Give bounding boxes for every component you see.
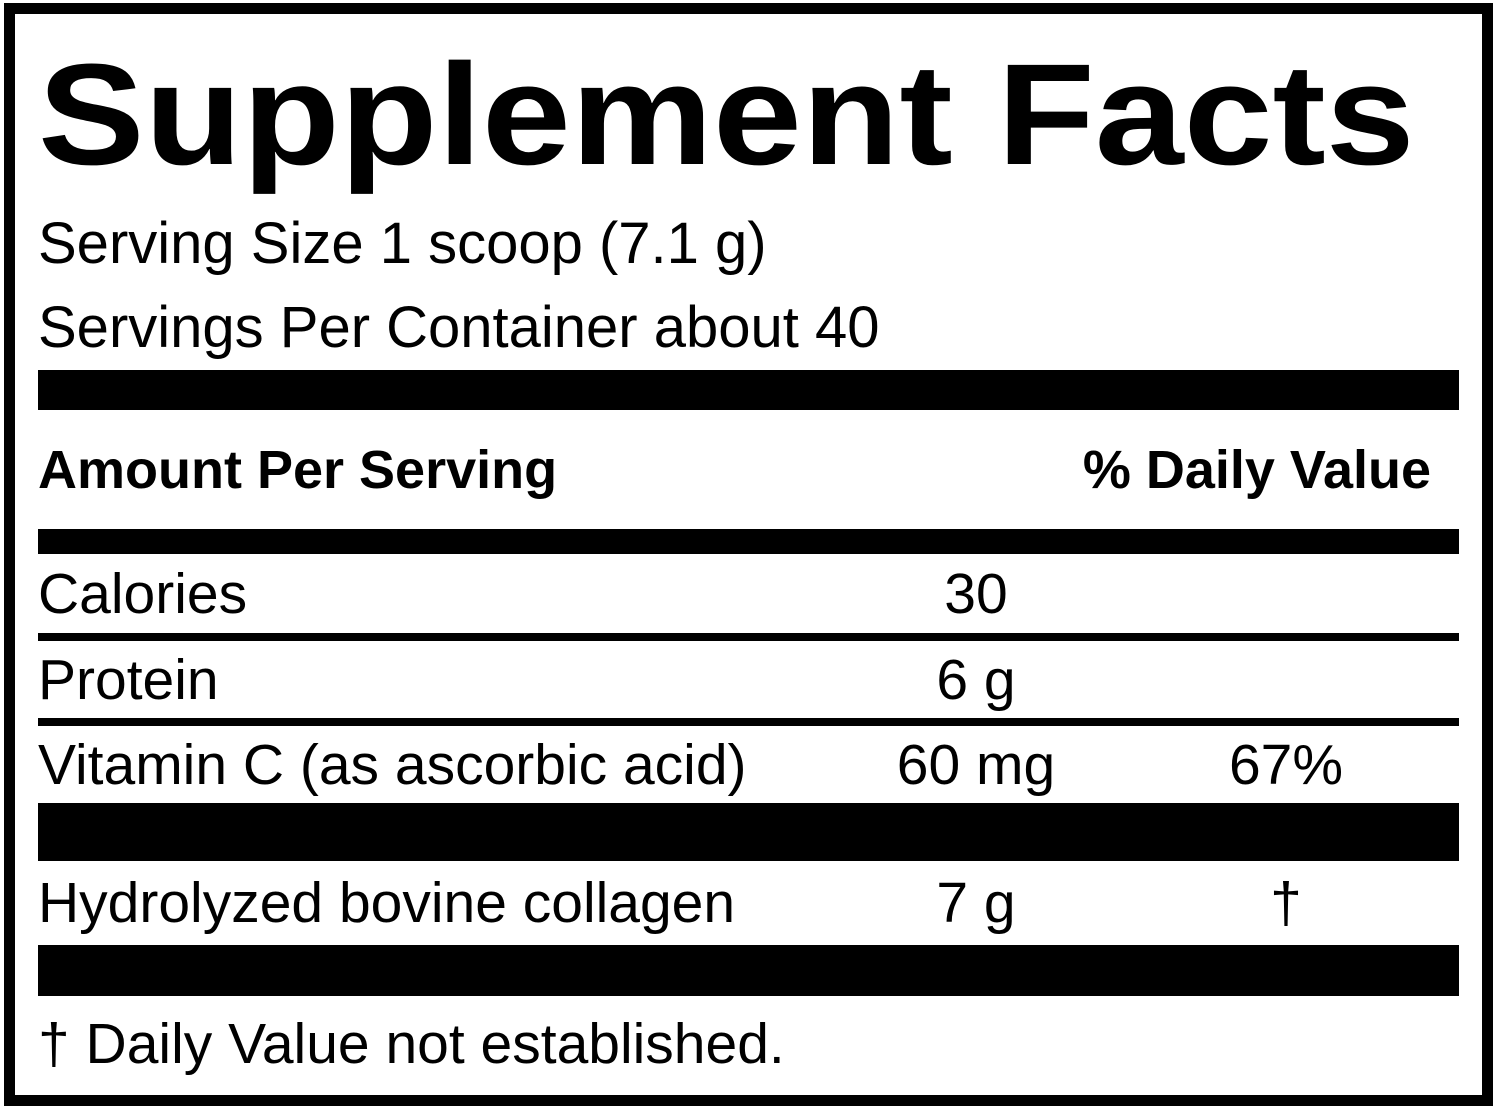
daily-value-header: % Daily Value bbox=[1082, 439, 1431, 500]
supplement-facts-label bbox=[4, 3, 1493, 1106]
separator-bar-thick-2 bbox=[38, 803, 1459, 861]
label-title: Supplement Facts bbox=[38, 34, 1415, 195]
nutrient-name: Hydrolyzed bovine collagen bbox=[38, 871, 736, 935]
nutrient-dv: 67% bbox=[1228, 732, 1344, 797]
separator-bar-thick-3 bbox=[38, 945, 1459, 996]
separator-bar-medium bbox=[38, 529, 1459, 554]
nutrient-amount: 7 g bbox=[936, 871, 1016, 935]
nutrient-row-protein bbox=[38, 641, 1459, 726]
servings-per-container-text: Servings Per Container about 40 bbox=[38, 295, 880, 360]
nutrient-amount: 60 mg bbox=[896, 732, 1056, 797]
nutrient-row-collagen bbox=[38, 861, 1459, 945]
column-header-row bbox=[38, 410, 1459, 529]
serving-size-text: Serving Size 1 scoop (7.1 g) bbox=[38, 211, 767, 276]
nutrient-amount: 30 bbox=[944, 561, 1008, 626]
dagger-symbol: † bbox=[1270, 871, 1302, 935]
amount-per-serving-header: Amount Per Serving bbox=[38, 439, 558, 500]
separator-bar-thick-1 bbox=[38, 370, 1459, 410]
nutrient-name: Calories bbox=[38, 561, 248, 626]
nutrient-amount: 6 g bbox=[936, 647, 1016, 712]
nutrient-name: Vitamin C (as ascorbic acid) bbox=[38, 732, 747, 797]
footnote-text: † Daily Value not established. bbox=[38, 1012, 785, 1076]
nutrient-row-calories bbox=[38, 554, 1459, 641]
nutrient-row-vitamin-c bbox=[38, 726, 1459, 803]
nutrient-name: Protein bbox=[38, 647, 219, 712]
serving-info bbox=[38, 202, 1459, 370]
